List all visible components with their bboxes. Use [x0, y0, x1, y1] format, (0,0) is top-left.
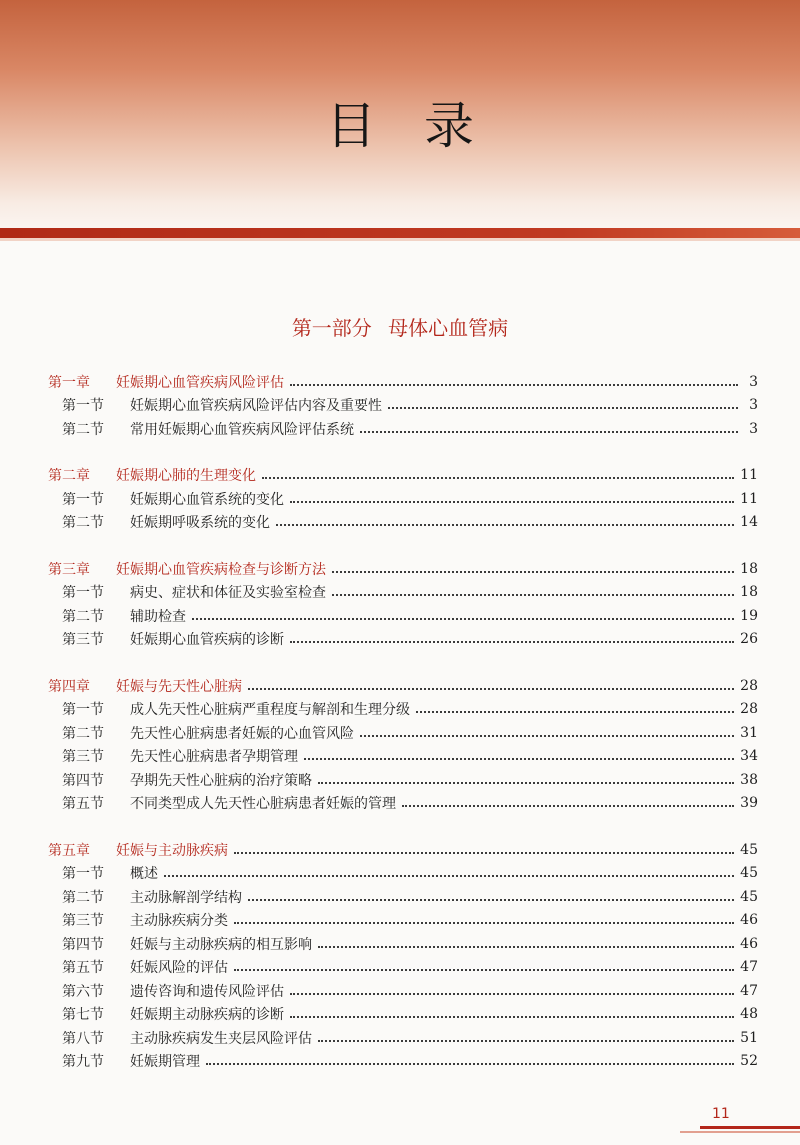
part-heading: 第一部分 母体心血管病 — [291, 316, 509, 340]
chapter-block — [48, 674, 758, 815]
section-entry-number: 第四节 — [62, 772, 104, 789]
section-entry-number: 第三节 — [62, 632, 104, 649]
section-entry-title: 先天性心脏病患者孕期管理 — [130, 749, 298, 766]
section-entry-title: 妊娠期呼吸系统的变化 — [130, 515, 270, 532]
section-entry-title: 先天性心脏病患者妊娠的心血管风险 — [130, 725, 354, 742]
section-entry-page: 28 — [740, 701, 758, 718]
chapter-entry-title: 妊娠期心血管疾病检查与诊断方法 — [116, 561, 326, 578]
section-entry[interactable] — [48, 768, 758, 792]
section-entry[interactable] — [48, 909, 758, 933]
chapter-entry-page: 18 — [740, 560, 758, 577]
chapter-block — [48, 838, 758, 1073]
dot-leader — [206, 1061, 734, 1065]
section-entry-number: 第二节 — [62, 725, 104, 742]
section-entry[interactable] — [48, 417, 758, 441]
section-entry-title: 概述 — [130, 866, 158, 883]
section-entry[interactable] — [48, 581, 758, 605]
section-entry-title: 主动脉疾病发生夹层风险评估 — [130, 1030, 312, 1047]
dot-leader — [234, 850, 734, 854]
section-entry-number: 第四节 — [62, 936, 104, 953]
section-entry-page: 47 — [740, 959, 758, 976]
section-entry-page: 14 — [740, 514, 758, 531]
section-entry-title: 病史、症状和体征及实验室检查 — [130, 585, 326, 602]
dot-leader — [388, 405, 738, 409]
page-title: 目录 — [326, 97, 522, 155]
section-entry[interactable] — [48, 1026, 758, 1050]
chapter-entry-title: 妊娠与主动脉疾病 — [116, 842, 228, 859]
section-entry[interactable] — [48, 1003, 758, 1027]
dot-leader — [262, 475, 734, 479]
section-entry-title: 不同类型成人先天性心脏病患者妊娠的管理 — [130, 796, 396, 813]
chapter-entry-page: 45 — [740, 841, 758, 858]
section-entry-number: 第五节 — [62, 960, 104, 977]
section-entry-title: 主动脉解剖学结构 — [130, 889, 242, 906]
table-of-contents — [48, 370, 758, 1096]
section-entry-number: 第三节 — [62, 749, 104, 766]
section-entry-number: 第一节 — [62, 398, 104, 415]
chapter-entry-title: 妊娠期心肺的生理变化 — [116, 468, 256, 485]
section-entry-number: 第二节 — [62, 608, 104, 625]
section-entry[interactable] — [48, 511, 758, 535]
section-entry-title: 遗传咨询和遗传风险评估 — [130, 983, 284, 1000]
chapter-entry-number: 第二章 — [48, 468, 90, 485]
section-entry-title: 辅助检查 — [130, 608, 186, 625]
chapter-entry[interactable] — [48, 370, 758, 394]
section-entry-number: 第一节 — [62, 585, 104, 602]
chapter-entry-page: 11 — [740, 467, 758, 484]
section-entry[interactable] — [48, 394, 758, 418]
section-entry-page: 46 — [740, 912, 758, 929]
section-entry-page: 19 — [740, 607, 758, 624]
section-entry-page: 11 — [740, 490, 758, 507]
chapter-block — [48, 370, 758, 441]
section-entry-number: 第七节 — [62, 1007, 104, 1024]
dot-leader — [192, 616, 734, 620]
section-entry-title: 妊娠期主动脉疾病的诊断 — [130, 1007, 284, 1024]
chapter-entry[interactable] — [48, 674, 758, 698]
section-entry-number: 第二节 — [62, 889, 104, 906]
header-rule-thin — [0, 238, 800, 241]
section-entry[interactable] — [48, 792, 758, 816]
chapter-entry[interactable] — [48, 838, 758, 862]
section-entry-page: 39 — [740, 795, 758, 812]
chapter-entry-number: 第三章 — [48, 561, 90, 578]
section-entry-title: 成人先天性心脏病严重程度与解剖和生理分级 — [130, 702, 410, 719]
dot-leader — [290, 382, 738, 386]
chapter-block — [48, 557, 758, 651]
dot-leader — [332, 592, 734, 596]
dot-leader — [164, 873, 734, 877]
dot-leader — [360, 733, 734, 737]
section-entry-page: 26 — [740, 631, 758, 648]
section-entry-page: 45 — [740, 888, 758, 905]
dot-leader — [318, 944, 734, 948]
section-entry-page: 31 — [740, 724, 758, 741]
dot-leader — [290, 639, 734, 643]
dot-leader — [248, 686, 734, 690]
section-entry[interactable] — [48, 628, 758, 652]
section-entry-title: 妊娠期管理 — [130, 1054, 200, 1071]
section-entry[interactable] — [48, 1050, 758, 1074]
chapter-entry-title: 妊娠期心血管疾病风险评估 — [116, 374, 284, 391]
section-entry-number: 第八节 — [62, 1030, 104, 1047]
section-entry[interactable] — [48, 862, 758, 886]
section-entry[interactable] — [48, 745, 758, 769]
section-entry-page: 45 — [740, 865, 758, 882]
section-entry[interactable] — [48, 932, 758, 956]
dot-leader — [318, 1038, 734, 1042]
section-entry-number: 第一节 — [62, 491, 104, 508]
dot-leader — [290, 991, 734, 995]
dot-leader — [276, 522, 734, 526]
section-entry-page: 34 — [740, 748, 758, 765]
chapter-entry-page: 3 — [749, 373, 758, 390]
section-entry[interactable] — [48, 979, 758, 1003]
dot-leader — [304, 756, 734, 760]
section-entry-number: 第一节 — [62, 702, 104, 719]
dot-leader — [290, 499, 734, 503]
section-entry-page: 51 — [740, 1029, 758, 1046]
section-entry-title: 妊娠期心血管疾病的诊断 — [130, 632, 284, 649]
section-entry[interactable] — [48, 956, 758, 980]
section-entry-page: 47 — [740, 982, 758, 999]
section-entry-title: 妊娠期心血管系统的变化 — [130, 491, 284, 508]
section-entry-number: 第九节 — [62, 1054, 104, 1071]
section-entry[interactable] — [48, 487, 758, 511]
section-entry-page: 48 — [740, 1006, 758, 1023]
section-entry-title: 常用妊娠期心血管疾病风险评估系统 — [130, 421, 354, 438]
chapter-entry-number: 第四章 — [48, 678, 90, 695]
section-entry-number: 第三节 — [62, 913, 104, 930]
section-entry-page: 3 — [749, 420, 758, 437]
section-entry[interactable] — [48, 885, 758, 909]
dot-leader — [248, 897, 734, 901]
chapter-block — [48, 464, 758, 535]
section-entry-title: 主动脉疾病分类 — [130, 913, 228, 930]
dot-leader — [318, 780, 734, 784]
dot-leader — [234, 920, 734, 924]
section-entry-title: 妊娠风险的评估 — [130, 960, 228, 977]
section-entry-number: 第一节 — [62, 866, 104, 883]
chapter-entry[interactable] — [48, 464, 758, 488]
dot-leader — [416, 709, 734, 713]
header-rule — [0, 228, 800, 238]
chapter-entry-number: 第一章 — [48, 374, 90, 391]
section-entry-number: 第二节 — [62, 421, 104, 438]
dot-leader — [234, 967, 734, 971]
footer-rule — [700, 1126, 800, 1129]
section-entry-page: 46 — [740, 935, 758, 952]
dot-leader — [360, 429, 738, 433]
chapter-entry-title: 妊娠与先天性心脏病 — [116, 678, 242, 695]
section-entry-page: 18 — [740, 584, 758, 601]
dot-leader — [402, 803, 734, 807]
section-entry-page: 38 — [740, 771, 758, 788]
dot-leader — [290, 1014, 734, 1018]
section-entry-title: 妊娠与主动脉疾病的相互影响 — [130, 936, 312, 953]
section-entry-title: 孕期先天性心脏病的治疗策略 — [130, 772, 312, 789]
section-entry-number: 第五节 — [62, 796, 104, 813]
section-entry-number: 第六节 — [62, 983, 104, 1000]
section-entry[interactable] — [48, 698, 758, 722]
section-entry-number: 第二节 — [62, 515, 104, 532]
section-entry-page: 3 — [749, 397, 758, 414]
section-entry-title: 妊娠期心血管疾病风险评估内容及重要性 — [130, 398, 382, 415]
chapter-entry[interactable] — [48, 557, 758, 581]
footer-rule-thin — [680, 1131, 800, 1133]
section-entry[interactable] — [48, 721, 758, 745]
section-entry-page: 52 — [740, 1053, 758, 1070]
page-number: 11 — [712, 1106, 730, 1122]
dot-leader — [332, 569, 734, 573]
chapter-entry-number: 第五章 — [48, 842, 90, 859]
section-entry[interactable] — [48, 604, 758, 628]
chapter-entry-page: 28 — [740, 677, 758, 694]
